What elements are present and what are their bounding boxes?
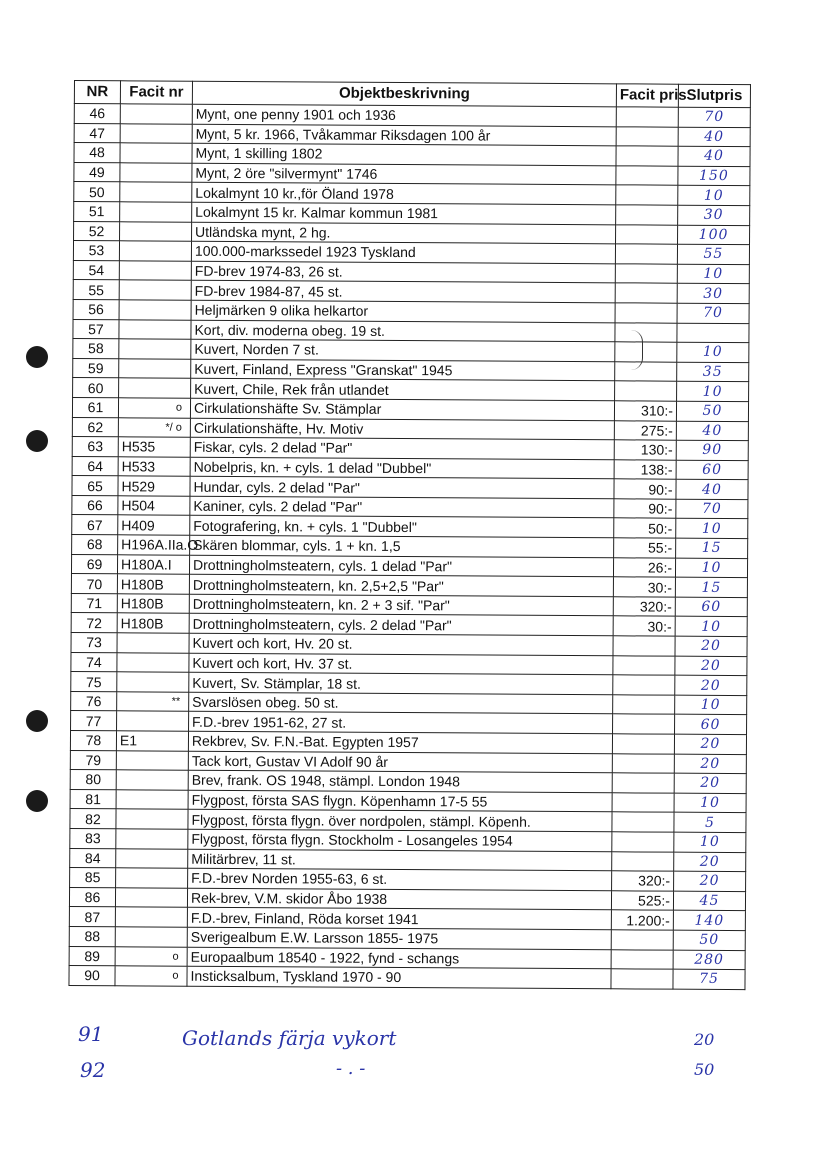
row-facit-price — [612, 753, 674, 773]
header-facit-nr: Facit nr — [120, 81, 192, 104]
row-final-price: 70 — [677, 303, 749, 323]
row-facit-price — [612, 812, 674, 832]
row-facit-nr — [119, 261, 191, 281]
row-nr: 71 — [71, 593, 117, 613]
row-nr: 59 — [73, 358, 119, 378]
row-final-price: 40 — [676, 479, 748, 499]
row-facit-price — [613, 675, 675, 695]
row-facit-nr — [116, 868, 188, 888]
row-description: Hundar, cyls. 2 delad "Par" — [190, 476, 614, 498]
row-facit-nr — [117, 652, 189, 672]
row-facit-nr — [115, 927, 187, 947]
row-final-price: 90 — [676, 440, 748, 460]
row-facit-nr — [116, 809, 188, 829]
row-facit-nr — [117, 672, 189, 692]
row-description: Kuvert och kort, Hv. 37 st. — [189, 653, 613, 675]
row-description: Nobelpris, kn. + cyls. 1 delad "Dubbel" — [190, 457, 614, 479]
row-facit-nr — [117, 711, 189, 731]
row-facit-nr: H529 — [118, 476, 190, 496]
row-facit-nr — [119, 358, 191, 378]
row-facit-nr — [115, 888, 187, 908]
row-final-price: 10 — [677, 381, 749, 401]
row-final-price: 60 — [675, 597, 747, 617]
row-facit-nr: o — [115, 966, 187, 986]
punch-hole — [26, 790, 48, 812]
row-nr: 78 — [70, 730, 116, 750]
row-facit-price — [615, 381, 677, 401]
row-facit-nr — [120, 104, 192, 124]
row-description: Kuvert, Chile, Rek från utlandet — [191, 379, 615, 401]
punch-hole — [26, 346, 48, 368]
row-nr: 89 — [69, 946, 115, 966]
row-nr: 53 — [73, 241, 119, 261]
row-facit-price — [612, 832, 674, 852]
row-facit-price: 30:- — [613, 577, 675, 597]
row-facit-nr — [116, 829, 188, 849]
row-nr: 75 — [71, 672, 117, 692]
row-facit-price — [615, 303, 677, 323]
row-description: Cirkulationshäfte, Hv. Motiv — [190, 418, 614, 440]
row-description: Flygpost, första SAS flygn. Köpenhamn 17-5 55 — [188, 790, 612, 812]
row-facit-nr: H535 — [118, 437, 190, 457]
row-description: F.D.-brev Norden 1955-63, 6 st. — [188, 868, 612, 890]
row-final-price: 45 — [673, 891, 745, 911]
row-facit-nr: H409 — [118, 515, 190, 535]
row-nr: 51 — [74, 201, 120, 221]
row-facit-price — [612, 773, 674, 793]
row-final-price: 30 — [678, 205, 750, 225]
row-facit-price — [616, 205, 678, 225]
row-facit-nr: H196A.IIa.O — [118, 535, 190, 555]
row-facit-price — [615, 264, 677, 284]
row-facit-nr — [115, 907, 187, 927]
row-description: Militärbrev, 11 st. — [188, 849, 612, 871]
row-final-price: 20 — [674, 852, 746, 872]
handwritten-row-91-description: Gotlands färja vykort — [182, 1026, 397, 1050]
row-nr: 88 — [69, 926, 115, 946]
row-facit-price: 130:- — [614, 440, 676, 460]
auction-table — [68, 80, 751, 990]
row-final-price: 60 — [676, 460, 748, 480]
row-facit-price: 525:- — [611, 891, 673, 911]
grouping-brace — [626, 330, 643, 370]
row-facit-nr — [116, 848, 188, 868]
row-final-price: 10 — [678, 186, 750, 206]
header-facit-price: Facit pris — [616, 84, 678, 107]
row-facit-nr — [116, 790, 188, 810]
row-nr: 85 — [70, 868, 116, 888]
row-final-price: 55 — [677, 244, 749, 264]
row-description: Sverigealbum E.W. Larsson 1855- 1975 — [187, 927, 611, 949]
row-nr: 77 — [71, 711, 117, 731]
row-final-price: 10 — [674, 832, 746, 852]
punch-hole — [26, 430, 48, 452]
row-facit-nr — [119, 378, 191, 398]
row-facit-price — [613, 655, 675, 675]
row-final-price: 20 — [675, 636, 747, 656]
row-final-price: 15 — [676, 538, 748, 558]
row-facit-nr — [119, 280, 191, 300]
row-description: Kuvert, Finland, Express "Granskat" 1945 — [191, 359, 615, 381]
handwritten-row-91-final: 20 — [694, 1030, 715, 1049]
row-description: Mynt, 5 kr. 1966, Tvåkammar Riksdagen 100 år — [192, 124, 616, 146]
row-nr: 65 — [72, 476, 118, 496]
row-final-price: 10 — [674, 793, 746, 813]
row-final-price: 20 — [674, 871, 746, 891]
row-facit-price — [611, 949, 673, 969]
row-description: FD-brev 1974-83, 26 st. — [191, 261, 615, 283]
row-final-price: 10 — [675, 695, 747, 715]
row-final-price: 40 — [678, 146, 750, 166]
row-facit-nr — [120, 182, 192, 202]
row-facit-price — [616, 107, 678, 127]
row-nr: 73 — [71, 633, 117, 653]
row-nr: 69 — [71, 554, 117, 574]
row-description: Lokalmynt 15 kr. Kalmar kommun 1981 — [192, 202, 616, 224]
row-facit-price: 310:- — [614, 401, 676, 421]
row-description: Drottningholmsteatern, kn. 2 + 3 sif. "Par" — [189, 594, 613, 616]
row-nr: 82 — [70, 809, 116, 829]
row-nr: 87 — [69, 907, 115, 927]
row-final-price: 50 — [673, 930, 745, 950]
row-facit-price — [612, 734, 674, 754]
row-description: Kuvert, Sv. Stämplar, 18 st. — [189, 672, 613, 694]
row-nr: 61 — [72, 397, 118, 417]
row-description: FD-brev 1984-87, 45 st. — [191, 281, 615, 303]
row-facit-price — [616, 224, 678, 244]
row-facit-price: 1.200:- — [611, 910, 673, 930]
row-nr: 83 — [70, 828, 116, 848]
row-description: F.D.-brev 1951-62, 27 st. — [189, 712, 613, 734]
row-final-price: 150 — [678, 166, 750, 186]
handwritten-row-92-description: - . - — [336, 1058, 366, 1079]
punch-hole — [26, 710, 48, 732]
row-facit-nr — [117, 633, 189, 653]
row-description: Cirkulationshäfte Sv. Stämplar — [190, 398, 614, 420]
row-description: Mynt, one penny 1901 och 1936 — [192, 104, 616, 126]
row-nr: 68 — [72, 535, 118, 555]
row-facit-price: 320:- — [613, 597, 675, 617]
row-description: Mynt, 2 öre "silvermynt" 1746 — [192, 163, 616, 185]
row-nr: 48 — [74, 143, 120, 163]
row-facit-nr — [119, 300, 191, 320]
row-nr: 54 — [73, 260, 119, 280]
row-facit-nr: H504 — [118, 496, 190, 516]
row-nr: 67 — [72, 515, 118, 535]
row-description: Flygpost, första flygn. över nordpolen, stämpl. Köpenh. — [188, 810, 612, 832]
row-final-price: 35 — [677, 362, 749, 382]
row-facit-price: 30:- — [613, 616, 675, 636]
row-final-price: 10 — [677, 342, 749, 362]
header-final-price: Slutpris — [678, 84, 750, 107]
handwritten-row-92-final: 50 — [694, 1060, 715, 1079]
row-facit-price — [613, 636, 675, 656]
row-facit-nr — [120, 221, 192, 241]
row-nr: 63 — [72, 437, 118, 457]
row-nr: 52 — [74, 221, 120, 241]
row-nr: 50 — [74, 182, 120, 202]
row-nr: 80 — [70, 770, 116, 790]
row-facit-nr — [120, 163, 192, 183]
row-nr: 72 — [71, 613, 117, 633]
row-final-price: 5 — [674, 813, 746, 833]
row-final-price: 20 — [674, 773, 746, 793]
row-final-price: 140 — [673, 911, 745, 931]
row-facit-nr: H180B — [117, 613, 189, 633]
row-facit-nr: o — [118, 398, 190, 418]
row-nr: 58 — [73, 339, 119, 359]
row-facit-nr: H180A.I — [117, 554, 189, 574]
row-facit-nr: H180B — [117, 594, 189, 614]
row-facit-price: 138:- — [614, 459, 676, 479]
row-description: Mynt, 1 skilling 1802 — [192, 143, 616, 165]
row-description: Utländska mynt, 2 hg. — [192, 222, 616, 244]
row-facit-price: 55:- — [614, 538, 676, 558]
row-final-price: 280 — [673, 950, 745, 970]
row-nr: 46 — [74, 104, 120, 124]
row-facit-price — [615, 322, 677, 342]
row-description: Kuvert och kort, Hv. 20 st. — [189, 633, 613, 655]
row-final-price: 10 — [675, 617, 747, 637]
row-facit-nr: ** — [117, 692, 189, 712]
row-description: 100.000-markssedel 1923 Tyskland — [191, 241, 615, 263]
row-facit-nr — [119, 339, 191, 359]
row-facit-price: 50:- — [614, 518, 676, 538]
row-description: Fotografering, kn. + cyls. 1 "Dubbel" — [190, 516, 614, 538]
row-nr: 70 — [71, 574, 117, 594]
row-nr: 90 — [69, 966, 115, 986]
row-description: Rek-brev, V.M. skidor Åbo 1938 — [187, 888, 611, 910]
row-facit-price: 90:- — [614, 479, 676, 499]
row-facit-price — [611, 969, 673, 989]
row-facit-nr: E1 — [116, 731, 188, 751]
row-final-price — [677, 323, 749, 343]
row-facit-price — [616, 146, 678, 166]
row-nr: 66 — [72, 495, 118, 515]
handwritten-row-91-nr: 91 — [78, 1022, 104, 1046]
row-final-price: 40 — [678, 127, 750, 147]
row-facit-price: 90:- — [614, 499, 676, 519]
row-nr: 76 — [71, 691, 117, 711]
row-nr: 81 — [70, 789, 116, 809]
row-final-price: 40 — [676, 421, 748, 441]
row-nr: 56 — [73, 299, 119, 319]
row-facit-nr — [120, 202, 192, 222]
row-final-price: 70 — [676, 499, 748, 519]
row-facit-price — [613, 714, 675, 734]
row-description: Rekbrev, Sv. F.N.-Bat. Egypten 1957 — [188, 731, 612, 753]
row-description: Drottningholmsteatern, cyls. 2 delad "Par" — [189, 614, 613, 636]
row-facit-price — [615, 342, 677, 362]
table-body — [69, 104, 750, 990]
row-description: Flygpost, första flygn. Stockholm - Losangeles 1954 — [188, 829, 612, 851]
row-description: Kort, div. moderna obeg. 19 st. — [191, 320, 615, 342]
row-facit-nr — [120, 143, 192, 163]
row-final-price: 10 — [675, 558, 747, 578]
row-description: Svarslösen obeg. 50 st. — [189, 692, 613, 714]
row-description: Tack kort, Gustav VI Adolf 90 år — [188, 751, 612, 773]
row-nr: 55 — [73, 280, 119, 300]
row-nr: 64 — [72, 456, 118, 476]
header-nr: NR — [74, 81, 120, 104]
row-description: Lokalmynt 10 kr.,för Öland 1978 — [192, 183, 616, 205]
row-final-price: 20 — [674, 734, 746, 754]
row-facit-nr — [116, 770, 188, 790]
row-nr: 86 — [69, 887, 115, 907]
row-nr: 49 — [74, 162, 120, 182]
row-facit-price — [612, 793, 674, 813]
row-description: F.D.-brev, Finland, Röda korset 1941 — [187, 908, 611, 930]
handwritten-row-92-nr: 92 — [80, 1058, 106, 1082]
row-nr: 74 — [71, 652, 117, 672]
row-description: Drottningholmsteatern, kn. 2,5+2,5 "Par" — [189, 574, 613, 596]
row-facit-price: 320:- — [612, 871, 674, 891]
row-final-price: 70 — [678, 107, 750, 127]
row-facit-nr — [116, 750, 188, 770]
row-description: Fiskar, cyls. 2 delad "Par" — [190, 437, 614, 459]
row-description: Skären blommar, cyls. 1 + kn. 1,5 — [190, 535, 614, 557]
row-final-price: 60 — [675, 715, 747, 735]
row-facit-price — [616, 166, 678, 186]
row-description: Insticksalbum, Tyskland 1970 - 90 — [187, 966, 611, 988]
row-description: Heljmärken 9 olika helkartor — [191, 300, 615, 322]
row-nr: 60 — [73, 378, 119, 398]
row-facit-price — [616, 185, 678, 205]
row-facit-nr — [119, 241, 191, 261]
row-facit-price: 26:- — [613, 557, 675, 577]
row-final-price: 100 — [678, 225, 750, 245]
row-facit-price — [612, 851, 674, 871]
row-description: Europaalbum 18540 - 1922, fynd - schangs — [187, 947, 611, 969]
row-facit-price — [615, 362, 677, 382]
row-facit-price — [615, 283, 677, 303]
row-final-price: 20 — [674, 754, 746, 774]
row-facit-price: 275:- — [614, 420, 676, 440]
row-description: Drottningholmsteatern, cyls. 1 delad "Par" — [189, 555, 613, 577]
row-final-price: 75 — [673, 969, 745, 989]
row-final-price: 50 — [676, 401, 748, 421]
row-facit-price — [616, 126, 678, 146]
row-nr: 84 — [70, 848, 116, 868]
row-facit-nr: H180B — [117, 574, 189, 594]
row-final-price: 20 — [675, 656, 747, 676]
row-description: Kaniner, cyls. 2 delad "Par" — [190, 496, 614, 518]
row-facit-nr — [120, 123, 192, 143]
row-facit-nr — [119, 319, 191, 339]
row-facit-nr: o — [115, 946, 187, 966]
row-final-price: 10 — [676, 519, 748, 539]
header-description: Objektbeskrivning — [192, 81, 616, 107]
row-description: Kuvert, Norden 7 st. — [191, 339, 615, 361]
row-nr: 57 — [73, 319, 119, 339]
row-facit-nr: */ o — [118, 417, 190, 437]
row-final-price: 30 — [677, 284, 749, 304]
row-facit-price — [611, 930, 673, 950]
row-nr: 47 — [74, 123, 120, 143]
row-description: Brev, frank. OS 1948, stämpl. London 1948 — [188, 770, 612, 792]
row-facit-price — [615, 244, 677, 264]
row-facit-nr: H533 — [118, 456, 190, 476]
row-nr: 79 — [70, 750, 116, 770]
row-facit-price — [613, 695, 675, 715]
row-final-price: 10 — [677, 264, 749, 284]
row-nr: 62 — [72, 417, 118, 437]
row-final-price: 15 — [675, 577, 747, 597]
row-final-price: 20 — [675, 675, 747, 695]
table-row — [69, 966, 745, 990]
